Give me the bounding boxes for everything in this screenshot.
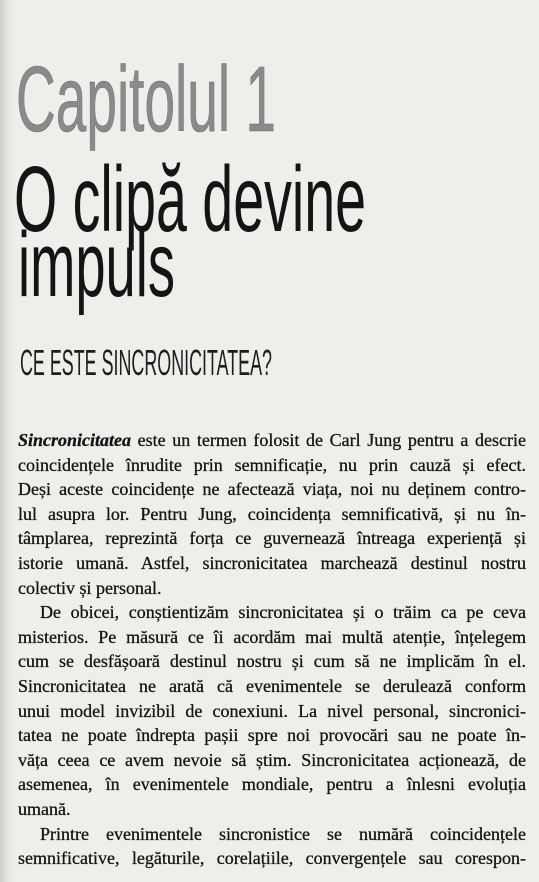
section-heading: CE ESTE SINCRONICITATEA? xyxy=(20,342,272,383)
body-line: coincidențele înrudite prin semnificație, nu prin cauză și efect. xyxy=(18,454,526,475)
body-line: unui model invizibil de conexiuni. La nivel personal, sincronici- xyxy=(18,700,526,721)
body-line: asemenea, în evenimentele mondiale, pentru a înlesni evoluția xyxy=(18,774,526,795)
chapter-heading xyxy=(0,0,539,400)
body-line: De obicei, conștientizăm sincronicitatea și o trăim ca pe ceva xyxy=(40,602,526,623)
paragraph xyxy=(18,822,526,871)
body-text xyxy=(18,428,526,871)
body-line: Deși aceste coincidențe ne afectează viața, noi nu deținem contro- xyxy=(18,479,526,500)
body-line xyxy=(18,428,526,453)
body-line: Printre evenimentele sincronistice se numără coincidențele xyxy=(40,823,526,844)
body-line: misterios. Pe măsură ce îi acordăm mai multă atenție, înțelegem xyxy=(18,626,526,647)
chapter-title-line: O clipă devine xyxy=(14,147,366,251)
body-line: tâmplarea, reprezintă forța ce guvernează întreaga experiență și xyxy=(18,528,526,549)
body-line: tatea ne poate îndrepta pașii spre noi provocări sau ne poate în- xyxy=(18,725,526,746)
body-line: colectiv și personal. xyxy=(18,577,162,598)
body-line: cum se desfășoară destinul nostru și cum să ne implicăm în el. xyxy=(18,651,526,672)
paragraph xyxy=(18,428,526,600)
paragraph xyxy=(18,600,526,821)
body-line: lul asupra lor. Pentru Jung, coincidența semnificativă, și nu în- xyxy=(18,503,526,524)
chapter-label: Capitolul 1 xyxy=(16,47,276,151)
body-line: Sincronicitatea ne arată că evenimentele se derulează conform xyxy=(18,675,526,696)
body-line-text: este un termen folosit de Carl Jung pentru a descrie xyxy=(137,430,526,450)
body-line: văța ceea ce avem nevoie să știm. Sincronicitatea acționează, de xyxy=(18,749,526,770)
body-line: semnificative, legăturile, corelațiile, convergențele sau corespon- xyxy=(18,848,526,869)
chapter-title-line: impuls xyxy=(18,214,175,316)
body-line: umană. xyxy=(18,798,71,819)
emphasized-term: Sincronicitatea xyxy=(18,430,132,450)
body-line: istorie umană. Astfel, sincronicitatea marchează destinul nostru xyxy=(18,552,526,573)
